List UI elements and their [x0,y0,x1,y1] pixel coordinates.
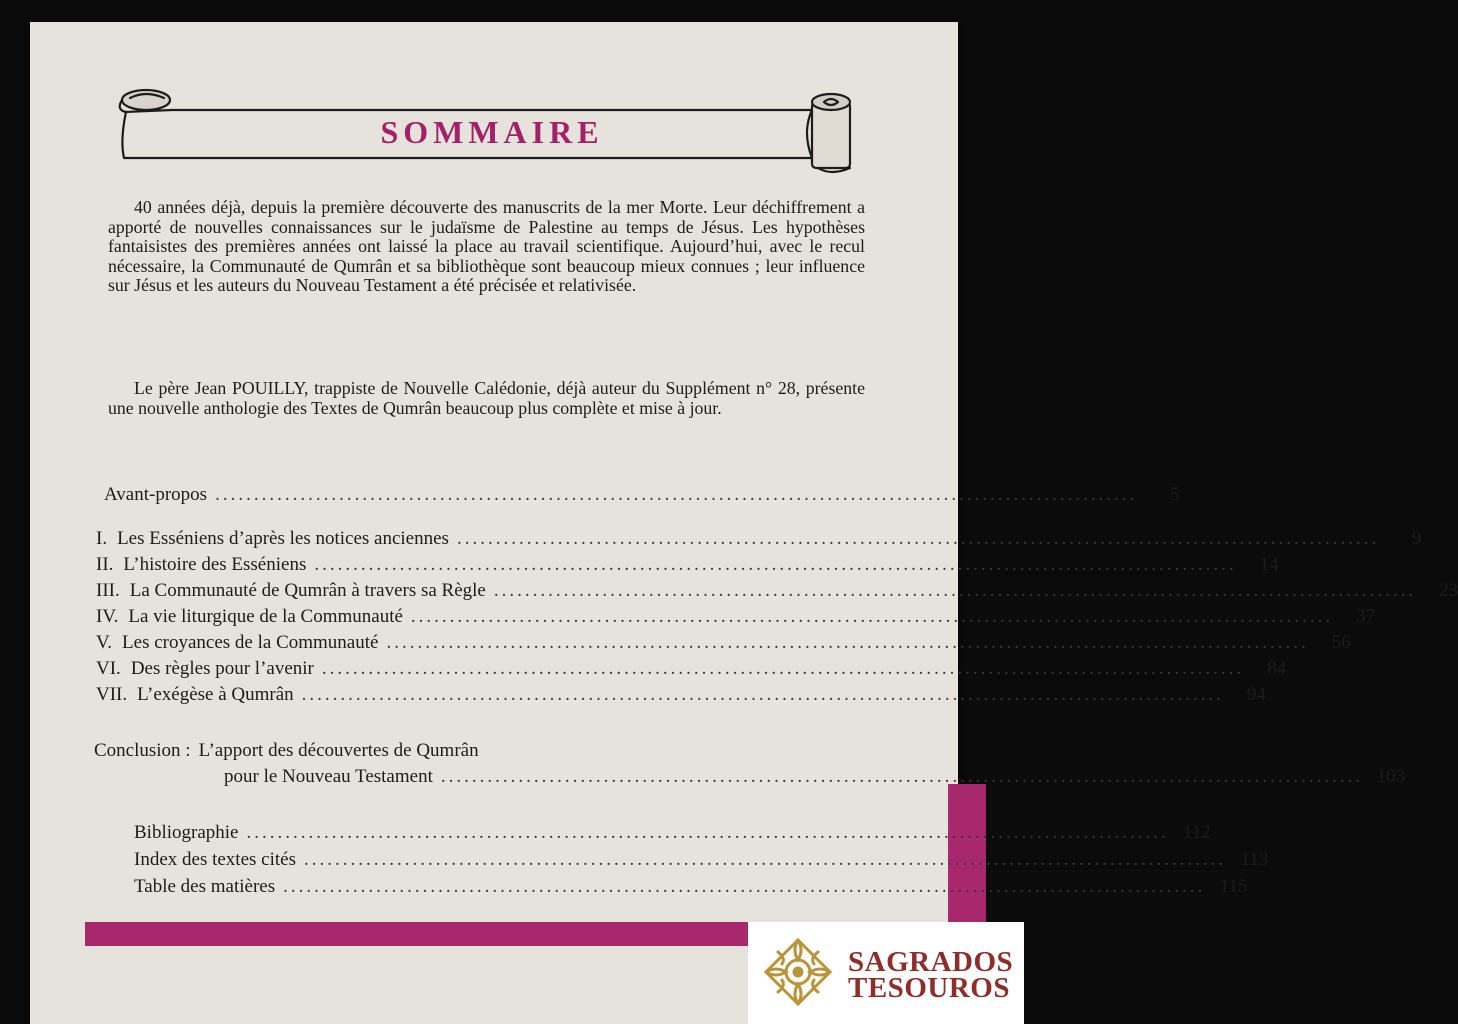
toc-chapter-number: II. [96,554,114,575]
toc-leader-dots: ....................................................................................................................... [410,606,1334,627]
toc-chapter-number: I. [96,528,108,549]
toc-entry-chapter [96,656,1287,682]
toc-leader-dots: ....................................................................................................................... [493,580,1417,601]
toc-entry-title: L’histoire des Esséniens [123,554,307,575]
toc-entry-page: 113 [1240,849,1269,870]
toc-entry-chapter [96,552,1279,578]
toc-conclusion-line-1: L’apport des découvertes de Qumrân [198,740,479,761]
ornament-icon [762,936,834,1008]
toc-entry-title: La vie liturgique de la Communauté [128,606,403,627]
toc-conclusion-label: Conclusion : [94,740,191,761]
toc-entry-title: Index des textes cités [134,849,296,870]
toc-entry-avant-propos [104,482,1180,508]
toc-entry-page: 56 [1331,632,1351,653]
magenta-bottom-band [85,922,785,946]
toc-leader-dots: ....................................................................................................................... [301,684,1224,705]
toc-entry-title: Bibliographie [134,822,239,843]
toc-entry-page: 103 [1376,766,1406,787]
intro-paragraph-2: Le père Jean POUILLY, trappiste de Nouvelle Calédonie, déjà auteur du Supplément n° 28, présente une nouvelle anthologie des Textes de Qumrân beaucoup plus complète et mise à jour. [108,378,865,418]
toc-entry-title: La Communauté de Qumrân à travers sa Règle [129,580,486,601]
intro-paragraph-1: 40 années déjà, depuis la première découverte des manuscrits de la mer Morte. Leur déchiffrement a apporté de nouvelles connaissances sur le judaïsme de Palestine au temps de Jésus. Les hypothèses fantaisistes des premières années ont laissé la place au travail scientifique. Aujourd’hui, avec le recul nécessaire, la Communauté de Qumrân et sa bibliothèque sont beaucoup mieux connues ; leur influence sur Jésus et les auteurs du Nouveau Testament a été précisée et relativisée. [108,197,865,295]
toc-leader-dots: ....................................................................................................................... [456,528,1380,549]
toc-entry-title: Des règles pour l’avenir [130,658,314,679]
toc-leader-dots: ....................................................................................................................... [314,554,1237,575]
toc-entry-chapter [96,630,1351,656]
toc-entry-title: Les croyances de la Communauté [122,632,379,653]
toc-entry-page: 9 [1411,528,1422,549]
toc-leader-dots: ....................................................................................................................... [386,632,1309,653]
toc-entry-annex [134,874,1248,900]
toc-entry-title: L’exégèse à Qumrân [137,684,294,705]
toc-entry-page: 14 [1259,554,1279,575]
toc-entry-chapter [96,604,1376,630]
toc-leader-dots: ....................................................................................................................... [283,876,1206,897]
toc-entry-annex [134,847,1269,873]
toc-entry-page: 23 [1439,580,1458,601]
scroll-banner [112,82,872,182]
toc-entry-page: 115 [1219,876,1248,897]
toc-entry-title: Avant-propos [104,484,208,505]
toc-entry-chapter [96,578,1458,604]
toc-entry-chapter [96,526,1422,552]
toc-chapter-number: VII. [96,684,128,705]
toc-entry-conclusion-cont [224,764,1406,790]
toc-chapter-number: IV. [96,606,119,627]
watermark-line-1: SAGRADOS [848,946,1014,978]
toc-entry-title: Les Esséniens d’après les notices anciennes [117,528,449,549]
toc-entry-annex [134,820,1211,846]
toc-leader-dots: ....................................................................................................................... [440,766,1364,787]
toc-entry-page: 84 [1267,658,1287,679]
toc-chapter-number: V. [96,632,113,653]
toc-leader-dots: ....................................................................................................................... [215,484,1138,505]
toc-conclusion-line-2: pour le Nouveau Testament [224,766,433,787]
watermark-line-2: TESOUROS [848,972,1010,1004]
toc-entry-page: 5 [1169,484,1180,505]
toc-chapter-number: VI. [96,658,121,679]
toc-entry-page: 112 [1182,822,1211,843]
toc-entry-title: Table des matières [134,876,276,897]
toc-leader-dots: ....................................................................................................................... [246,822,1169,843]
toc-entry-page: 94 [1246,684,1266,705]
toc-chapter-number: III. [96,580,120,601]
toc-entry-chapter [96,682,1266,708]
toc-leader-dots: ....................................................................................................................... [303,849,1227,870]
page-title: SOMMAIRE [380,114,604,150]
toc-leader-dots: ....................................................................................................................... [321,658,1245,679]
toc-entry-page: 37 [1356,606,1376,627]
toc-entry-conclusion [94,738,884,764]
